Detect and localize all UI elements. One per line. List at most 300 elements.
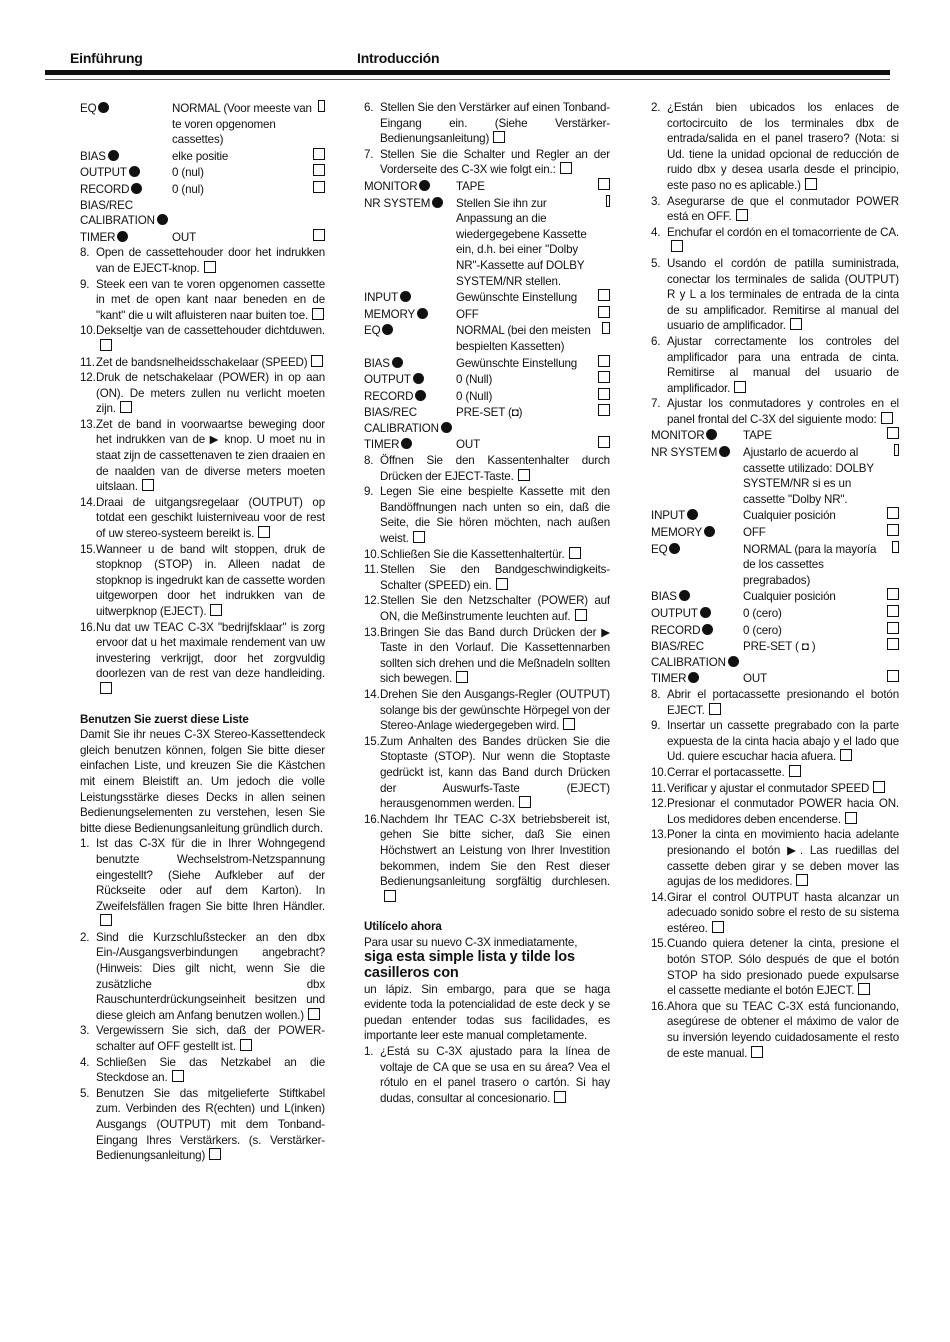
item-number: 14. (651, 890, 667, 904)
section-heading-es: Utilícelo ahora (364, 920, 442, 934)
checkbox[interactable] (312, 308, 324, 320)
setting-row (80, 164, 325, 181)
steps-es-cont (651, 687, 899, 1061)
checkbox[interactable] (311, 355, 323, 367)
list-item (80, 495, 325, 542)
setting-name (364, 196, 456, 212)
setting-name-text: MEMORY (651, 526, 703, 540)
setting-name (364, 179, 456, 195)
list-item (364, 734, 610, 812)
setting-name (364, 372, 456, 388)
item-text: Vergewissern Sie sich, daß der POWER-schalter auf OFF gestellt ist. (96, 1024, 325, 1054)
setting-row (651, 524, 899, 541)
checkbox[interactable] (887, 605, 899, 617)
item-number: 16. (80, 620, 96, 634)
list-item (364, 484, 610, 546)
setting-name-text: BIAS/REC CALIBRATION (364, 406, 439, 435)
list-item (364, 593, 610, 624)
item-text: Draai de uitgangsregelaar (OUTPUT) op totdat een geschikt luisterniveau voor de rest of uw stereo-systeem bereikt is. (96, 495, 325, 541)
setting-row (651, 507, 899, 524)
control-number-icon (704, 526, 715, 537)
setting-name-text: EQ (651, 542, 668, 556)
list-item (80, 277, 325, 324)
checkbox[interactable] (598, 436, 610, 448)
item-body (96, 245, 325, 276)
item-body (96, 355, 325, 371)
item-text: Nu dat uw TEAC C-3X "bedrijfsklaar" is zorg ervoor dat u het maximale rendement van uw investering verkrijgt, door het zorgvuldig doorlezen van de rest van deze handleiding. (96, 620, 325, 681)
item-number: 9. (80, 277, 90, 291)
item-body (96, 1086, 325, 1164)
setting-value: OUT (456, 438, 481, 452)
checkbox[interactable] (805, 178, 817, 190)
setting-name-text: BIAS (364, 356, 390, 370)
setting-value: Stellen Sie ihn zur Anpassung an die wiedergegebene Kassette ein, d.h. bei einer "Dolby NR"-Kassette auf DOLBY SYSTEM/NR stellen. (456, 196, 587, 288)
item-body (667, 687, 899, 718)
setting-value: 0 (cero) (743, 623, 782, 637)
setting-name-text: EQ (80, 102, 97, 115)
setting-row (651, 670, 899, 687)
checkbox[interactable] (736, 209, 748, 221)
checkbox[interactable] (318, 100, 325, 112)
checkbox[interactable] (887, 622, 899, 634)
setting-name-text: RECORD (651, 623, 701, 637)
setting-row (80, 181, 325, 198)
checkbox[interactable] (845, 812, 857, 824)
checkbox[interactable] (209, 1148, 221, 1160)
setting-name (80, 198, 172, 229)
steps-es-first (364, 1044, 610, 1106)
item-text: Enchufar el cordón en el tomacorriente de CA. (667, 225, 899, 239)
item-text: Wanneer u de band wilt stoppen, druk de stopknop (STOP) in. Alleen nadat de stopknop is ingedrukt kan de cassette worden uitgeworpen door het indrukken van de uitwerpknop (EJECT). (96, 542, 325, 618)
setting-name (651, 525, 743, 541)
item-number: 6. (651, 334, 661, 348)
setting-name (651, 623, 743, 639)
item-text: Cerrar el portacassette. (667, 765, 785, 779)
setting-name (651, 445, 743, 461)
list-item (364, 100, 610, 147)
setting-name (651, 589, 743, 605)
item-text: Nachdem Ihr TEAC C-3X betriebsbereit ist, gehen Sie bitte sicher, daß Sie einen Höchstwert an Leistung von Ihrer Investition bekommen, indem Sie den Rest dieser Bedienungsanleitung sorgfältig durchlesen. (380, 812, 610, 889)
setting-value: NORMAL (bei den meisten bespielten Kassetten) (456, 324, 591, 353)
checkbox[interactable] (240, 1039, 252, 1051)
control-number-icon (108, 150, 119, 161)
checkbox[interactable] (384, 890, 396, 902)
control-number-icon (688, 672, 699, 683)
steps-de-cont (364, 453, 610, 905)
setting-value: 0 (cero) (743, 607, 782, 620)
item-body (96, 277, 325, 324)
list-item (80, 323, 325, 354)
setting-row (364, 289, 610, 306)
settings-list-es (651, 427, 899, 687)
item-number: 14. (80, 495, 96, 509)
checkbox[interactable] (598, 404, 610, 416)
checkbox[interactable] (142, 479, 154, 491)
item-body (96, 930, 325, 1024)
item-body (96, 1023, 325, 1054)
checkbox[interactable] (598, 289, 610, 301)
setting-value: elke positie (172, 149, 229, 163)
list-item (80, 417, 325, 495)
setting-row (364, 195, 610, 290)
setting-name-text: BIAS/REC CALIBRATION (651, 640, 726, 669)
checkbox[interactable] (120, 401, 132, 413)
item-body (380, 1044, 610, 1106)
setting-name-text: OUTPUT (364, 373, 411, 387)
checkbox[interactable] (518, 469, 530, 481)
item-body (667, 194, 899, 225)
setting-name (364, 437, 456, 453)
control-number-icon (98, 102, 109, 113)
item-text: Öffnen Sie den Kassentenhalter durch Drücken der EJECT-Taste. (380, 454, 610, 483)
setting-name (651, 671, 743, 687)
setting-name-text: MONITOR (651, 429, 705, 443)
item-text: Ajustar los conmutadores y controles en el panel frontal del C-3X del siguiente modo: (667, 397, 899, 426)
setting-name-text: OUTPUT (80, 166, 127, 180)
setting-name-text: INPUT (651, 509, 686, 523)
list-item (364, 147, 610, 178)
checkbox[interactable] (598, 178, 610, 190)
setting-row (364, 436, 610, 453)
control-number-icon (117, 231, 128, 242)
list-item (80, 620, 325, 698)
item-number: 6. (364, 101, 374, 114)
control-number-icon (392, 357, 403, 368)
setting-name-text: INPUT (364, 291, 399, 305)
checkbox[interactable] (575, 609, 587, 621)
item-text: Insertar un cassette pregrabado con la parte expuesta de la cinta hacia abajo y el lado que Ud. quiere escuchar hacia afuera. (667, 719, 899, 764)
item-text: Schließen Sie das Netzkabel an die Steckdose an. (96, 1055, 325, 1085)
item-number: 4. (80, 1055, 90, 1069)
control-number-icon (401, 438, 412, 449)
list-item (364, 1044, 610, 1106)
item-text: Schließen Sie die Kassettenhaltertür. (380, 547, 565, 561)
setting-value: PRE-SET ( ◘ ) (743, 640, 816, 654)
item-number: 2. (651, 101, 661, 114)
steps-nl (80, 245, 325, 697)
item-body (667, 796, 899, 827)
checkbox[interactable] (887, 524, 899, 536)
item-number: 3. (651, 194, 661, 208)
header-rule (45, 70, 890, 75)
header-center: Introducción (357, 50, 440, 66)
steps-de-top (364, 100, 610, 178)
item-body (667, 890, 899, 937)
setting-value: 0 (nul) (172, 182, 204, 196)
list-item (651, 765, 899, 781)
checkbox[interactable] (204, 261, 216, 273)
item-body (667, 718, 899, 765)
list-item (651, 194, 899, 225)
setting-value: PRE-SET (◘) (456, 406, 523, 420)
checkbox[interactable] (496, 578, 508, 590)
list-item (651, 256, 899, 334)
checkbox[interactable] (887, 507, 899, 519)
setting-row (651, 427, 899, 444)
setting-name (364, 307, 456, 323)
item-body (380, 593, 610, 624)
checkbox[interactable] (858, 983, 870, 995)
item-text: Steek een van te voren opgenomen cassette in met de open kant naar beneden en de "kant" die u wilt afluisteren naar buiten toe. (96, 277, 325, 322)
checkbox[interactable] (881, 412, 893, 424)
checkbox[interactable] (709, 703, 721, 715)
item-text: ¿Está su C-3X ajustado para la línea de voltaje de CA que se usa en su área? Vea el rótulo en el panel trasero o cartón. Si hay dudas, consultar al concesionario. (380, 1045, 610, 1105)
item-body (96, 542, 325, 620)
setting-value: OFF (456, 307, 479, 321)
setting-name (80, 165, 172, 181)
item-number: 12. (364, 594, 380, 608)
list-item (651, 827, 899, 889)
item-body (96, 495, 325, 542)
item-text: Druk de netschakelaar (POWER) in op aan (ON). De meters zullen nu verlicht moeten zijn. (96, 371, 325, 416)
item-number: 10. (80, 324, 96, 338)
checkbox[interactable] (313, 148, 325, 160)
item-number: 10. (651, 765, 667, 779)
setting-value: 0 (nul) (172, 166, 204, 180)
checkbox[interactable] (751, 1046, 763, 1058)
list-item (80, 1023, 325, 1054)
item-text: Girar el control OUTPUT hasta alcanzar un adecuado sonido sobre el resto de su sistema estéreo. (667, 890, 899, 935)
item-number: 16. (651, 999, 667, 1013)
setting-name (651, 508, 743, 524)
item-body (380, 562, 610, 593)
setting-value: Cualquier posición (743, 590, 836, 604)
item-body (380, 625, 610, 687)
item-text: Open de cassettehouder door het indrukken van de EJECT-knop. (96, 246, 325, 275)
control-number-icon (728, 656, 739, 667)
item-body (667, 100, 899, 194)
control-number-icon (687, 509, 698, 520)
item-text: Abrir el portacassette presionando el botón EJECT. (667, 687, 899, 717)
setting-name (364, 290, 456, 306)
item-body (96, 620, 325, 698)
setting-name (364, 356, 456, 372)
checkbox[interactable] (563, 718, 575, 730)
item-body (380, 734, 610, 812)
item-number: 13. (364, 625, 380, 639)
item-text: Legen Sie eine bespielte Kassette mit den Bandöffnungen nach unten so ein, daß die Seite, die Sie hören möchten, nach außen weist. (380, 485, 610, 546)
item-body (96, 836, 325, 930)
item-number: 4. (651, 225, 661, 239)
intro-de: Damit Sie ihr neues C-3X Stereo-Kassettendeck gleich benutzen können, folgen Sie bitte dieser einfachen Liste, und kreuzen Sie die Kästchen mit einem Bleistift an. Um jedoch die volle Leistungsstärke dieses Decks in allen seinen Bedienungselementen zu verstehen, lesen Sie bitte diese Bedienungsanleitung gründlich durch. (80, 728, 325, 835)
setting-row (364, 306, 610, 323)
item-number: 9. (651, 719, 661, 733)
setting-name (364, 405, 456, 436)
control-number-icon (719, 446, 730, 457)
item-body (380, 547, 610, 563)
item-body (667, 396, 899, 427)
checkbox[interactable] (873, 781, 885, 793)
checkbox[interactable] (796, 874, 808, 886)
list-item (80, 1086, 325, 1164)
checkbox[interactable] (598, 388, 610, 400)
setting-name-text: BIAS/REC CALIBRATION (80, 198, 155, 228)
checkbox[interactable] (172, 1070, 184, 1082)
item-text: Zet de band in voorwaartse beweging door het indrukken van de ▶ knop. U moet nu in staat zijn de cassettenaven te zien draaien en de naalden van de diverse meters moeten uitslaan. (96, 417, 325, 494)
item-body (667, 781, 899, 797)
setting-name (651, 542, 743, 558)
setting-name (364, 323, 456, 339)
setting-name (651, 428, 743, 444)
setting-row (651, 605, 899, 622)
item-number: 2. (80, 930, 90, 944)
list-item (651, 396, 899, 427)
checkbox[interactable] (790, 318, 802, 330)
control-number-icon (417, 308, 428, 319)
intro-es-a: Para usar su nuevo C-3X inmediatamente, (364, 935, 578, 949)
item-text: Cuando quiera detener la cinta, presione el botón STOP. Sólo después de que el botón STOP ha sido presionado puede expulsarse el cassette mediante el botón EJECT. (667, 937, 899, 998)
item-body (96, 417, 325, 495)
setting-name-text: RECORD (80, 182, 130, 196)
setting-name (364, 389, 456, 405)
item-text: Sind die Kurzschlußstecker an den dbx Ein-/Ausgangsverbindungen angebracht? (Hinweis: Dies gilt nicht, wenn Sie die zusätzliche dbx Rauschunterdrückungseinheit besitzen und diese gleich am Anfang benutzen wollen.) (96, 930, 325, 1022)
list-item (651, 225, 899, 256)
setting-name-text: EQ (364, 324, 381, 338)
item-body (380, 687, 610, 734)
item-body (667, 225, 899, 256)
checkbox[interactable] (554, 1091, 566, 1103)
item-text: Drehen Sie den Ausgangs-Regler (OUTPUT) solange bis der gewünschte Hörpegel von der Stereo-Anlage wiedergegeben wird. (380, 687, 610, 733)
settings-list-nl (80, 100, 325, 245)
item-body (380, 812, 610, 906)
setting-value: TAPE (743, 429, 772, 443)
setting-name (651, 606, 743, 622)
checkbox[interactable] (313, 164, 325, 176)
setting-row (651, 444, 899, 507)
control-number-icon (702, 624, 713, 635)
control-number-icon (419, 180, 430, 191)
item-number: 7. (651, 397, 661, 411)
list-item (364, 812, 610, 906)
checkbox[interactable] (313, 181, 325, 193)
item-text: Stellen Sie den Verstärker auf einen Tonband-Eingang ein. (Siehe Verstärker-Bedienungsanleitung) (380, 101, 610, 146)
item-number: 3. (80, 1024, 90, 1038)
checkbox[interactable] (493, 131, 505, 143)
checkbox[interactable] (210, 604, 222, 616)
item-number: 10. (364, 547, 380, 561)
checkbox[interactable] (840, 749, 852, 761)
checkbox[interactable] (887, 427, 899, 439)
setting-row (651, 638, 899, 670)
control-number-icon (129, 166, 140, 177)
checkbox[interactable] (887, 588, 899, 600)
item-text: Bringen Sie das Band durch Drücken der ▶ Taste in den Vorlauf. Die Kassettennarben sollten sich drehen und die Meßnadeln sollten sich bewegen. (380, 625, 610, 686)
list-item (364, 547, 610, 563)
list-item (364, 562, 610, 593)
item-body (96, 323, 325, 354)
item-number: 12. (80, 371, 96, 385)
setting-value: Gewünschte Einstellung (456, 291, 578, 305)
item-text: Benutzen Sie das mitgelieferte Stiftkabel zum. Verbinden des R(echten) und L(inken) Ausgangs (OUTPUT) mit dem Tonband-Eingang Ihres Verstärkers. (s. Verstärker-Bedienungsanleitung) (96, 1086, 325, 1163)
checkbox[interactable] (100, 682, 112, 694)
list-item (80, 355, 325, 371)
setting-row (651, 541, 899, 589)
checkbox[interactable] (456, 671, 468, 683)
item-number: 11. (80, 355, 95, 369)
checkbox[interactable] (734, 381, 746, 393)
setting-value: NORMAL (Voor meeste van te voren opgenomen cassettes) (172, 102, 312, 147)
item-number: 8. (364, 454, 374, 468)
item-body (667, 827, 899, 889)
checkbox[interactable] (519, 796, 531, 808)
item-body (667, 999, 899, 1061)
item-text: Ist das C-3X für die in Ihrer Wohngegend benutzte Wechselstrom-Netzspannung eingestellt? (Siehe Aufkleber auf der Rückseite oder auf dem Karton). In Zweifelsfällen fragen Sie bitte Ihren Händler. (96, 837, 325, 913)
intro-es-b: siga esta simple lista y tilde los casilleros con (364, 949, 575, 982)
checkbox[interactable] (413, 531, 425, 543)
checkbox[interactable] (308, 1008, 320, 1020)
checkbox[interactable] (258, 526, 270, 538)
header-left: Einführung (70, 50, 143, 66)
setting-name (80, 182, 172, 198)
item-number: 13. (651, 828, 667, 842)
item-body (380, 484, 610, 546)
item-number: 11. (651, 781, 666, 795)
setting-name-text: MONITOR (364, 179, 418, 193)
checkbox[interactable] (671, 240, 683, 252)
list-item (651, 796, 899, 827)
item-number: 8. (651, 687, 661, 701)
item-text: Verificar y ajustar el conmutador SPEED (667, 781, 870, 795)
item-text: ¿Están bien ubicados los enlaces de cortocircuito de los terminales dbx de entrada/salida en el panel trasero? (Nota: si Ud. tiene la unidad opcional de reducción de ruido dbx y desea usarla desde el principio, este paso no es aplicable.) (667, 101, 899, 192)
setting-row (364, 178, 610, 195)
list-item (651, 936, 899, 998)
setting-value: OUT (743, 672, 768, 686)
checkbox[interactable] (894, 444, 899, 456)
item-body (96, 370, 325, 417)
setting-name (651, 639, 743, 670)
checkbox[interactable] (560, 162, 572, 174)
setting-name-text: NR SYSTEM (651, 446, 718, 460)
checkbox[interactable] (712, 921, 724, 933)
checkbox[interactable] (789, 765, 801, 777)
checkbox[interactable] (598, 371, 610, 383)
control-number-icon (382, 324, 393, 335)
checkbox[interactable] (892, 541, 899, 553)
control-number-icon (441, 422, 452, 433)
setting-row (364, 371, 610, 388)
setting-value: Gewünschte Einstellung (456, 356, 578, 370)
list-item (80, 1055, 325, 1086)
checkbox[interactable] (887, 670, 899, 682)
checkbox[interactable] (598, 355, 610, 367)
item-text: Zet de bandsnelheidsschakelaar (SPEED) (96, 355, 308, 369)
setting-row (364, 355, 610, 372)
list-item (651, 890, 899, 937)
checkbox[interactable] (569, 547, 581, 559)
list-item (80, 836, 325, 930)
list-item (651, 999, 899, 1061)
checkbox[interactable] (100, 339, 112, 351)
setting-row (364, 404, 610, 436)
checkbox[interactable] (598, 306, 610, 318)
checkbox[interactable] (606, 195, 610, 207)
item-body (380, 100, 610, 147)
setting-name-text: RECORD (364, 389, 414, 403)
item-body (667, 765, 899, 781)
item-text: Poner la cinta en movimiento hacia adelante presionando el botón ▶. Las ruedillas del cassette deben girar y se deben mover las agujas de los medidores. (667, 828, 899, 889)
checkbox[interactable] (602, 322, 610, 334)
checkbox[interactable] (887, 638, 899, 650)
intro-es-c: un lápiz. Sin embargo, para que se haga evidente toda la potencialidad de este deck y se puedan entender todas sus facilidades, es importante leer este manual completamente. (364, 982, 610, 1043)
item-number: 5. (651, 256, 661, 270)
checkbox[interactable] (313, 229, 325, 241)
item-number: 16. (364, 812, 380, 826)
control-number-icon (700, 607, 711, 618)
checkbox[interactable] (100, 914, 112, 926)
item-text: Asegurarse de que el conmutador POWER está en OFF. (667, 194, 899, 224)
setting-value: Cualquier posición (743, 509, 836, 523)
setting-value: OFF (743, 526, 766, 540)
